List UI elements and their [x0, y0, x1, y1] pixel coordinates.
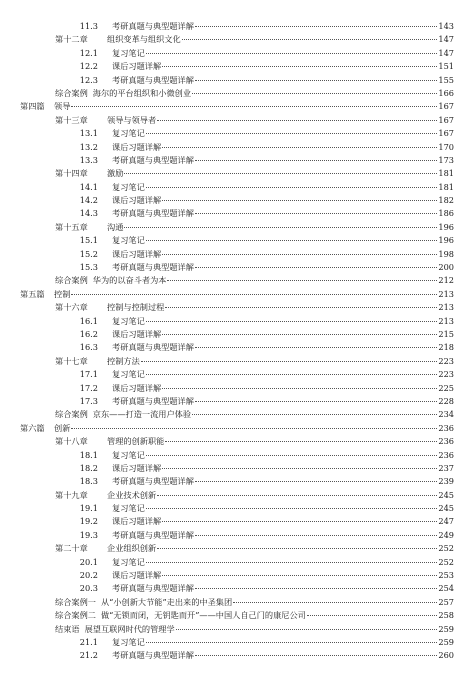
entry-number: 14.2 [79, 195, 98, 206]
toc-entry-section[interactable] [0, 328, 474, 341]
toc-entry-chapter[interactable] [0, 114, 474, 127]
toc-entry-section[interactable] [0, 181, 474, 194]
dot-leader [124, 173, 437, 174]
toc-entry-section[interactable] [0, 47, 474, 60]
entry-title: 考研真题与典型题详解 [112, 583, 194, 594]
toc-entry-line [72, 154, 454, 167]
entry-title: 课后习题详解 [112, 516, 162, 527]
toc-entry-line [72, 449, 454, 462]
entry-number: 第十七章 [55, 355, 88, 366]
page-number: 213 [438, 288, 454, 299]
entry-title: 领导与领导者 [107, 114, 157, 125]
page-number: 155 [438, 74, 454, 85]
toc-entry-section[interactable] [0, 315, 474, 328]
toc-entry-line [72, 328, 454, 341]
entry-title: 课后习题详解 [112, 462, 162, 473]
page-number: 198 [438, 248, 454, 259]
dot-leader [195, 80, 437, 81]
entry-number: 第十四章 [55, 168, 88, 179]
toc-entry-line [55, 301, 454, 314]
toc-entry-section[interactable] [0, 368, 474, 381]
dot-leader [182, 39, 438, 40]
toc-entry-chapter[interactable] [0, 542, 474, 555]
page-number: 200 [438, 262, 454, 273]
toc-entry-chapter[interactable] [0, 167, 474, 180]
toc-entry-section[interactable] [0, 636, 474, 649]
entry-number: 21.2 [79, 650, 98, 661]
page-number: 259 [438, 623, 454, 634]
entry-number: 综合案例 [55, 87, 88, 98]
entry-number: 第十三章 [55, 114, 88, 125]
dot-leader [162, 66, 437, 67]
page-number: 259 [438, 636, 454, 647]
entry-number: 15.1 [79, 235, 98, 246]
entry-number: 第六篇 [20, 422, 45, 433]
toc-entry-line [72, 395, 454, 408]
toc-entry-line [72, 234, 454, 247]
dot-leader [146, 508, 438, 509]
entry-title: 课后习题详解 [112, 248, 162, 259]
entry-title: 做“无锁而闭，无钥匙而开”——中国人自己门的康尼公司 [100, 610, 306, 621]
toc-entry-section[interactable] [0, 649, 474, 662]
toc-entry-section[interactable] [0, 529, 474, 542]
page-number: 147 [438, 34, 454, 45]
dot-leader [162, 147, 437, 148]
entry-number: 19.2 [79, 516, 98, 527]
dot-leader [162, 334, 437, 335]
page-number: 223 [438, 369, 454, 380]
entry-number: 16.2 [79, 328, 98, 339]
entry-title: 考研真题与典型题详解 [112, 21, 194, 31]
page-number: 212 [438, 275, 454, 286]
toc-entry-section[interactable] [0, 234, 474, 247]
toc-entry-line [72, 207, 454, 220]
page-number: 213 [438, 302, 454, 313]
entry-title: 管理的创新职能 [107, 436, 165, 447]
toc-entry-line [72, 47, 454, 60]
page-number: 186 [438, 208, 454, 219]
toc-entry-line [55, 609, 454, 622]
dot-leader [162, 388, 437, 389]
toc-entry-line [55, 274, 454, 287]
dot-leader [195, 26, 437, 27]
page-number: 173 [438, 154, 454, 165]
entry-number: 15.3 [79, 262, 98, 273]
entry-number: 第十六章 [55, 302, 88, 313]
entry-title: 复习笔记 [112, 369, 145, 380]
page-number: 182 [438, 195, 454, 206]
toc-entry-line [72, 194, 454, 207]
page-number: 247 [438, 516, 454, 527]
dot-leader [146, 187, 438, 188]
entry-number: 第四篇 [20, 101, 45, 112]
toc-entry-section[interactable] [0, 248, 474, 261]
entry-title: 复习笔记 [112, 636, 145, 647]
entry-number: 18.3 [79, 476, 98, 487]
page-number: 151 [438, 61, 454, 72]
toc-entry-line [55, 408, 454, 421]
entry-number: 20.1 [79, 556, 98, 567]
toc-entry-line [55, 114, 454, 127]
entry-title: 沟通 [107, 221, 124, 232]
toc-entry-section[interactable] [0, 515, 474, 528]
toc-entry-section[interactable] [0, 475, 474, 488]
toc-entry-line [55, 221, 454, 234]
toc-entry-section[interactable] [0, 261, 474, 274]
page-number: 237 [438, 462, 454, 473]
entry-title: 企业组织创新 [107, 543, 157, 554]
entry-title: 控制方法 [107, 355, 140, 366]
toc-entry-section[interactable] [0, 556, 474, 569]
page-number: 234 [438, 409, 454, 420]
dot-leader [146, 642, 438, 643]
toc-entry-line [72, 261, 454, 274]
entry-number: 13.2 [79, 141, 98, 152]
toc-entry-line [72, 74, 454, 87]
entry-title: 华为的以奋斗者为本 [92, 275, 167, 286]
page-number: 167 [438, 101, 454, 112]
entry-title: 课后习题详解 [112, 195, 162, 206]
dot-leader [165, 441, 437, 442]
entry-title: 考研真题与典型题详解 [112, 529, 194, 540]
toc-entry-section[interactable] [0, 502, 474, 515]
toc-entry-line [72, 569, 454, 582]
entry-title: 考研真题与典型题详解 [112, 154, 194, 165]
entry-number: 第十八章 [55, 436, 88, 447]
entry-title: 复习笔记 [112, 235, 145, 246]
dot-leader [192, 93, 437, 94]
toc-entry-line [72, 475, 454, 488]
toc-entry-line [72, 20, 454, 33]
entry-number: 14.1 [79, 181, 98, 192]
toc-entry-section[interactable] [0, 462, 474, 475]
toc-entry-line [72, 315, 454, 328]
toc-entry-chapter[interactable] [0, 301, 474, 314]
entry-number: 第十五章 [55, 221, 88, 232]
toc-entry-line [72, 127, 454, 140]
dot-leader [71, 294, 437, 295]
page-number: 167 [438, 128, 454, 139]
entry-title: 京东——打造一流用户体验 [92, 409, 192, 420]
entry-title: 考研真题与典型题详解 [112, 342, 194, 353]
toc-entry-section[interactable] [0, 154, 474, 167]
toc-entry-line [72, 649, 454, 662]
toc-entry-section[interactable] [0, 449, 474, 462]
dot-leader [146, 133, 438, 134]
dot-leader [146, 455, 438, 456]
entry-number: 20.2 [79, 570, 98, 581]
entry-number: 19.3 [79, 529, 98, 540]
toc-entry-case[interactable] [0, 596, 474, 609]
page-number: 257 [438, 596, 454, 607]
dot-leader [195, 213, 437, 214]
page-number: 258 [438, 610, 454, 621]
toc-entry-line [20, 100, 454, 113]
entry-title: 复习笔记 [112, 449, 145, 460]
toc-entry-line [55, 33, 454, 46]
entry-title: 海尔的平台组织和小微创业 [92, 87, 192, 98]
toc-entry-section[interactable] [0, 382, 474, 395]
page-number: 170 [438, 141, 454, 152]
entry-title: 控制 [54, 288, 71, 299]
toc-entry-line [72, 181, 454, 194]
toc-entry-case[interactable] [0, 408, 474, 421]
toc-entry-line [55, 87, 454, 100]
entry-number: 综合案例 [55, 275, 88, 286]
page-number: 245 [438, 503, 454, 514]
toc-entry-chapter[interactable] [0, 355, 474, 368]
page-number: 239 [438, 476, 454, 487]
dot-leader [157, 548, 437, 549]
entry-title: 复习笔记 [112, 128, 145, 139]
entry-title: 复习笔记 [112, 315, 145, 326]
page-number: 249 [438, 529, 454, 540]
page-number: 252 [438, 556, 454, 567]
page-number: 260 [438, 650, 454, 661]
page-number: 245 [438, 489, 454, 500]
toc-entry-section[interactable] [0, 60, 474, 73]
dot-leader [165, 307, 437, 308]
entry-title: 创新 [54, 422, 71, 433]
toc-entry-line [72, 462, 454, 475]
entry-number: 第五篇 [20, 288, 45, 299]
dot-leader [195, 655, 437, 656]
entry-title: 考研真题与典型题详解 [112, 650, 194, 661]
dot-leader [192, 414, 437, 415]
page-number: 143 [438, 21, 454, 31]
dot-leader [195, 347, 437, 348]
entry-number: 13.3 [79, 154, 98, 165]
page-number: 213 [438, 315, 454, 326]
entry-number: 综合案例 [55, 409, 88, 420]
page-number: 225 [438, 382, 454, 393]
dot-leader [162, 575, 437, 576]
entry-title: 考研真题与典型题详解 [112, 262, 194, 273]
dot-leader [124, 227, 437, 228]
toc-entry-line [20, 422, 454, 435]
entry-title: 复习笔记 [112, 181, 145, 192]
entry-number: 21.1 [79, 636, 98, 647]
entry-title: 复习笔记 [112, 47, 145, 58]
entry-number: 第十二章 [55, 34, 88, 45]
dot-leader [176, 629, 438, 630]
dot-leader [195, 401, 437, 402]
toc-entry-case[interactable] [0, 609, 474, 622]
entry-number: 13.1 [79, 128, 98, 139]
entry-number: 15.2 [79, 248, 98, 259]
dot-leader [195, 267, 437, 268]
toc-entry-chapter[interactable] [0, 435, 474, 448]
toc-entry-line [72, 382, 454, 395]
dot-leader [162, 521, 437, 522]
page-number: 218 [438, 342, 454, 353]
toc-entry-line [55, 489, 454, 502]
toc-entry-line [72, 502, 454, 515]
entry-number: 16.1 [79, 315, 98, 326]
toc-entry-chapter[interactable] [0, 489, 474, 502]
dot-leader [157, 495, 437, 496]
dot-leader [71, 106, 437, 107]
dot-leader [157, 120, 437, 121]
dot-leader [307, 615, 438, 616]
toc-entry-line [72, 582, 454, 595]
entry-number: 综合案例一 [55, 596, 96, 607]
page-number: 196 [438, 235, 454, 246]
entry-number: 17.2 [79, 382, 98, 393]
page-number: 253 [438, 570, 454, 581]
entry-number: 12.1 [79, 47, 98, 58]
toc-entry-line [55, 435, 454, 448]
dot-leader [146, 240, 438, 241]
entry-title: 企业技术创新 [107, 489, 157, 500]
dot-leader [146, 53, 438, 54]
entry-number: 第十九章 [55, 489, 88, 500]
page-number: 215 [438, 328, 454, 339]
page-number: 196 [438, 221, 454, 232]
entry-number: 12.3 [79, 74, 98, 85]
page-number: 254 [438, 583, 454, 594]
page-number: 181 [438, 168, 454, 179]
toc-entry-section[interactable] [0, 74, 474, 87]
dot-leader [167, 280, 437, 281]
entry-number: 18.2 [79, 462, 98, 473]
toc-entry-line [72, 248, 454, 261]
dot-leader [195, 160, 437, 161]
toc-entry-section[interactable] [0, 194, 474, 207]
entry-title: 课后习题详解 [112, 328, 162, 339]
entry-title: 考研真题与典型题详解 [112, 74, 194, 85]
toc-entry-line [72, 341, 454, 354]
entry-title: 激励 [107, 168, 124, 179]
dot-leader [162, 200, 437, 201]
toc-entry-part[interactable] [0, 100, 474, 113]
entry-number: 17.1 [79, 369, 98, 380]
entry-number: 第二十章 [55, 543, 88, 554]
page-number: 236 [438, 449, 454, 460]
toc-entry-line [55, 355, 454, 368]
page-number: 181 [438, 181, 454, 192]
entry-number: 结束语 [55, 623, 80, 634]
toc-entry-chapter[interactable] [0, 33, 474, 46]
entry-title: 组织变革与组织文化 [107, 34, 181, 45]
dot-leader [146, 321, 438, 322]
toc-entry-section[interactable] [0, 341, 474, 354]
toc-entry-part[interactable] [0, 288, 474, 301]
toc-entry-line [72, 141, 454, 154]
entry-number: 12.2 [79, 61, 98, 72]
entry-title: 课后习题详解 [112, 141, 162, 152]
page-number: 166 [438, 87, 454, 98]
entry-title: 展望互联网时代的管理学 [84, 623, 175, 634]
toc-entry-line [20, 288, 454, 301]
page-number: 236 [438, 436, 454, 447]
entry-number: 11.3 [79, 21, 98, 31]
toc-entry-chapter[interactable] [0, 221, 474, 234]
entry-number: 16.3 [79, 342, 98, 353]
entry-number: 14.3 [79, 208, 98, 219]
dot-leader [146, 562, 438, 563]
toc-entry-line [55, 542, 454, 555]
toc-entry-line [55, 623, 454, 636]
page-number: 147 [438, 47, 454, 58]
toc-entry-section[interactable] [0, 207, 474, 220]
entry-number: 综合案例二 [55, 610, 96, 621]
toc-entry-line [72, 636, 454, 649]
dot-leader [141, 361, 438, 362]
entry-title: 课后习题详解 [112, 382, 162, 393]
toc-entry-line [72, 60, 454, 73]
entry-number: 19.1 [79, 503, 98, 514]
page-number: 167 [438, 114, 454, 125]
page-number: 223 [438, 355, 454, 366]
page-number: 236 [438, 422, 454, 433]
toc-entry-section[interactable] [0, 582, 474, 595]
page-number: 252 [438, 543, 454, 554]
dot-leader [195, 535, 437, 536]
dot-leader [146, 374, 438, 375]
entry-title: 考研真题与典型题详解 [112, 395, 194, 406]
entry-title: 课后习题详解 [112, 570, 162, 581]
toc-entry-part[interactable] [0, 422, 474, 435]
entry-title: 考研真题与典型题详解 [112, 208, 194, 219]
entry-title: 领导 [54, 101, 71, 112]
toc-entry-section[interactable] [0, 141, 474, 154]
toc-entry-section[interactable] [0, 20, 474, 33]
page-number: 228 [438, 395, 454, 406]
entry-title: 复习笔记 [112, 556, 145, 567]
toc-entry-line [72, 529, 454, 542]
toc-entry-case[interactable] [0, 274, 474, 287]
toc-entry-line [55, 167, 454, 180]
entry-number: 20.3 [79, 583, 98, 594]
dot-leader [195, 481, 437, 482]
dot-leader [233, 602, 437, 603]
entry-number: 17.3 [79, 395, 98, 406]
toc-entry-line [72, 515, 454, 528]
dot-leader [195, 588, 437, 589]
entry-number: 18.1 [79, 449, 98, 460]
toc-entry-line [55, 596, 454, 609]
toc-entry-case[interactable] [0, 87, 474, 100]
dot-leader [162, 468, 437, 469]
entry-title: 课后习题详解 [112, 61, 162, 72]
entry-title: 复习笔记 [112, 503, 145, 514]
toc-entry-section[interactable] [0, 395, 474, 408]
toc-entry-line [72, 368, 454, 381]
entry-title: 考研真题与典型题详解 [112, 476, 194, 487]
toc-entry-section[interactable] [0, 127, 474, 140]
dot-leader [162, 254, 437, 255]
toc-entry-section[interactable] [0, 569, 474, 582]
toc-entry-line [72, 556, 454, 569]
dot-leader [71, 428, 437, 429]
toc-entry-case[interactable] [0, 623, 474, 636]
entry-title: 控制与控制过程 [107, 302, 165, 313]
entry-title: 从“小创新大节能”走出来的中圣集团 [100, 596, 233, 607]
